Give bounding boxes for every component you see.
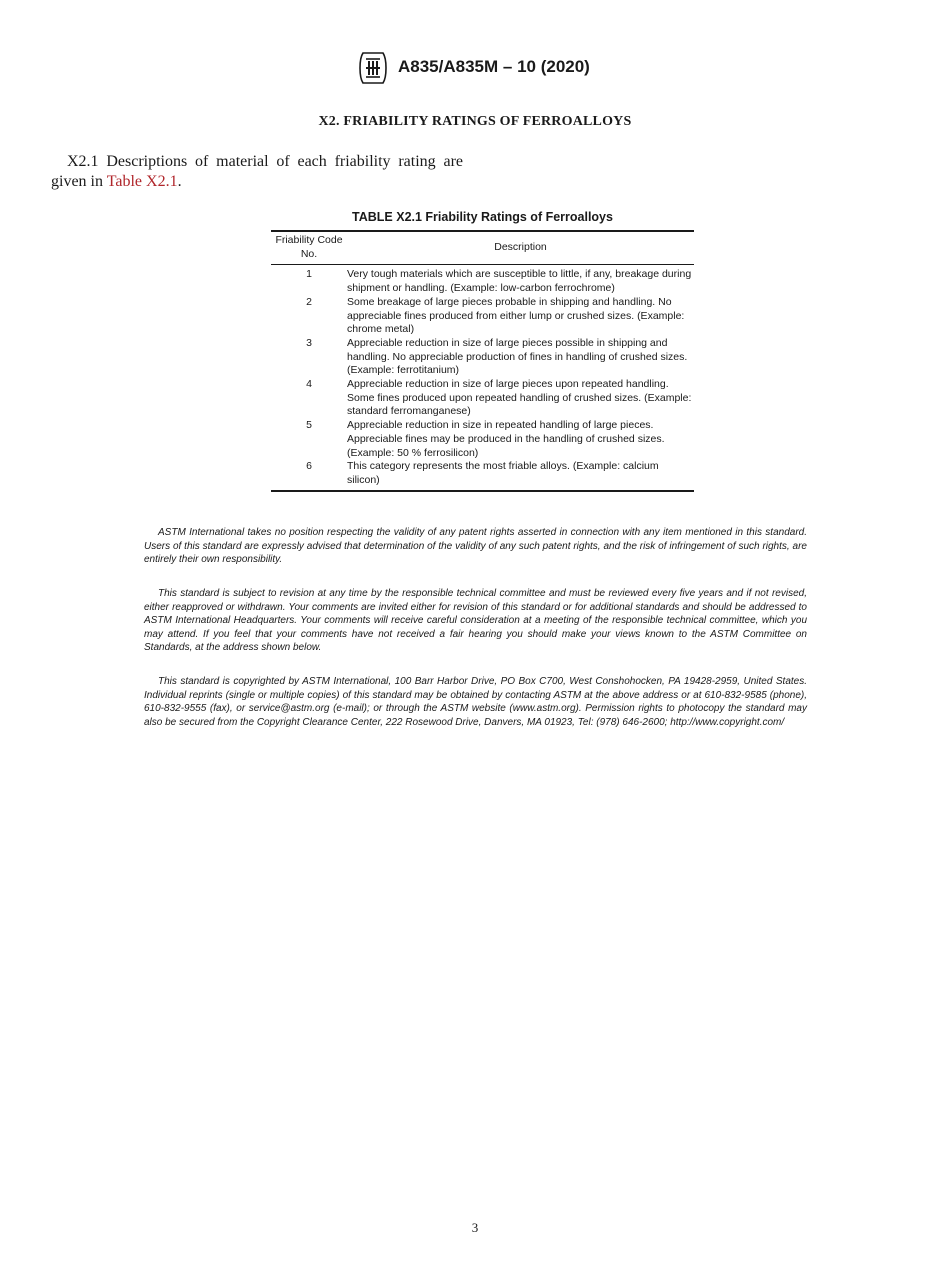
table-row	[271, 265, 694, 296]
cell-code: 3	[306, 336, 312, 349]
page-number: 3	[471, 1220, 479, 1235]
table-reference-link[interactable]: Table X2.1	[106, 173, 178, 190]
table-row	[271, 337, 694, 378]
friability-table	[271, 230, 694, 492]
table-caption: TABLE X2.1 Friability Ratings of Ferroalloys	[352, 210, 613, 224]
revision-notice	[144, 587, 807, 655]
table-row	[271, 419, 694, 460]
astm-logo-icon	[354, 50, 392, 86]
standard-designation: A835/A835M – 10 (2020)	[398, 57, 590, 76]
cell-description: This category represents the most friable alloys. (Example: calcium silicon)	[347, 460, 694, 490]
revision-notice-text: This standard is subject to revision at any time by the responsible technical committee and must be reviewed every five years and if not revised, either reapproved or withdrawn. Your comments are invited either for revision of this standard or for additional standards and should be addressed to ASTM International Headquarters. Your comments will receive careful consideration at a meeting of the responsible technical committee, which you may attend. If you feel that your comments have not received a fair hearing you should make your views known to the ASTM Committee on Standards, at the address shown below.	[144, 588, 807, 653]
patent-notice-text: ASTM International takes no position respecting the validity of any patent rights asserted in connection with any item mentioned in this standard. Users of this standard are expressly advised that determination of the validity of any such patent rights, and the risk of infringement of such rights, are entirely their own responsibility.	[144, 527, 807, 565]
copyright-notice-text: This standard is copyrighted by ASTM International, 100 Barr Harbor Drive, PO Box C700, West Conshohocken, PA 19428-2959, United States. Individual reprints (single or multiple copies) of this standard may be obtained by contacting ASTM at the above address or at 610-832-9585 (phone), 610-832-9555 (fax), or service@astm.org (e-mail); or through the ASTM website (www.astm.org). Permission rights to photocopy the standard may also be secured from the Copyright Clearance Center, 222 Rosewood Drive, Danvers, MA 01923, Tel: (978) 646-2600; http://www.copyright.com/	[144, 676, 807, 728]
cell-code: 5	[306, 419, 312, 432]
paragraph-text: X2.1 Descriptions of material of each friability rating are given in	[51, 153, 463, 190]
table-row	[271, 378, 694, 419]
section-title: X2. FRIABILITY RATINGS OF FERROALLOYS	[318, 114, 632, 129]
cell-code: 4	[306, 378, 312, 391]
cell-code: 2	[306, 295, 312, 308]
table-row	[271, 460, 694, 490]
paragraph-text-end: .	[177, 173, 182, 190]
table-header-row	[271, 231, 694, 265]
body-paragraph	[51, 152, 463, 192]
patent-notice	[144, 526, 807, 567]
cell-description: Appreciable reduction in size of large pieces possible in shipping and handling. No appreciable production of fines in handling of crushed sizes. (Example: ferrotitanium)	[347, 336, 688, 377]
cell-code: 6	[271, 460, 347, 490]
page-header	[0, 50, 950, 86]
column-header-code: Friability Code No.	[271, 231, 347, 265]
cell-description: Very tough materials which are susceptible to little, if any, breakage during shipment or handling. (Example: low-carbon ferrochrome)	[347, 268, 692, 295]
copyright-notice	[144, 675, 807, 729]
cell-code: 1	[306, 268, 312, 281]
cell-description: Appreciable reduction in size of large pieces upon repeated handling. Some fines produced upon repeated handling of crushed sizes. (Example: standard ferromanganese)	[347, 378, 692, 418]
table-row	[271, 296, 694, 337]
friability-table-container	[271, 230, 694, 492]
column-header-description: Description	[347, 231, 694, 265]
cell-description: Some breakage of large pieces probable in shipping and handling. No appreciable fines produced from either lump or crushed sizes. (Example: chrome metal)	[347, 295, 685, 336]
cell-description: Appreciable reduction in size in repeated handling of large pieces. Appreciable fines may be produced in the handling of crushed sizes. (Example: 50 % ferrosilicon)	[347, 419, 665, 459]
